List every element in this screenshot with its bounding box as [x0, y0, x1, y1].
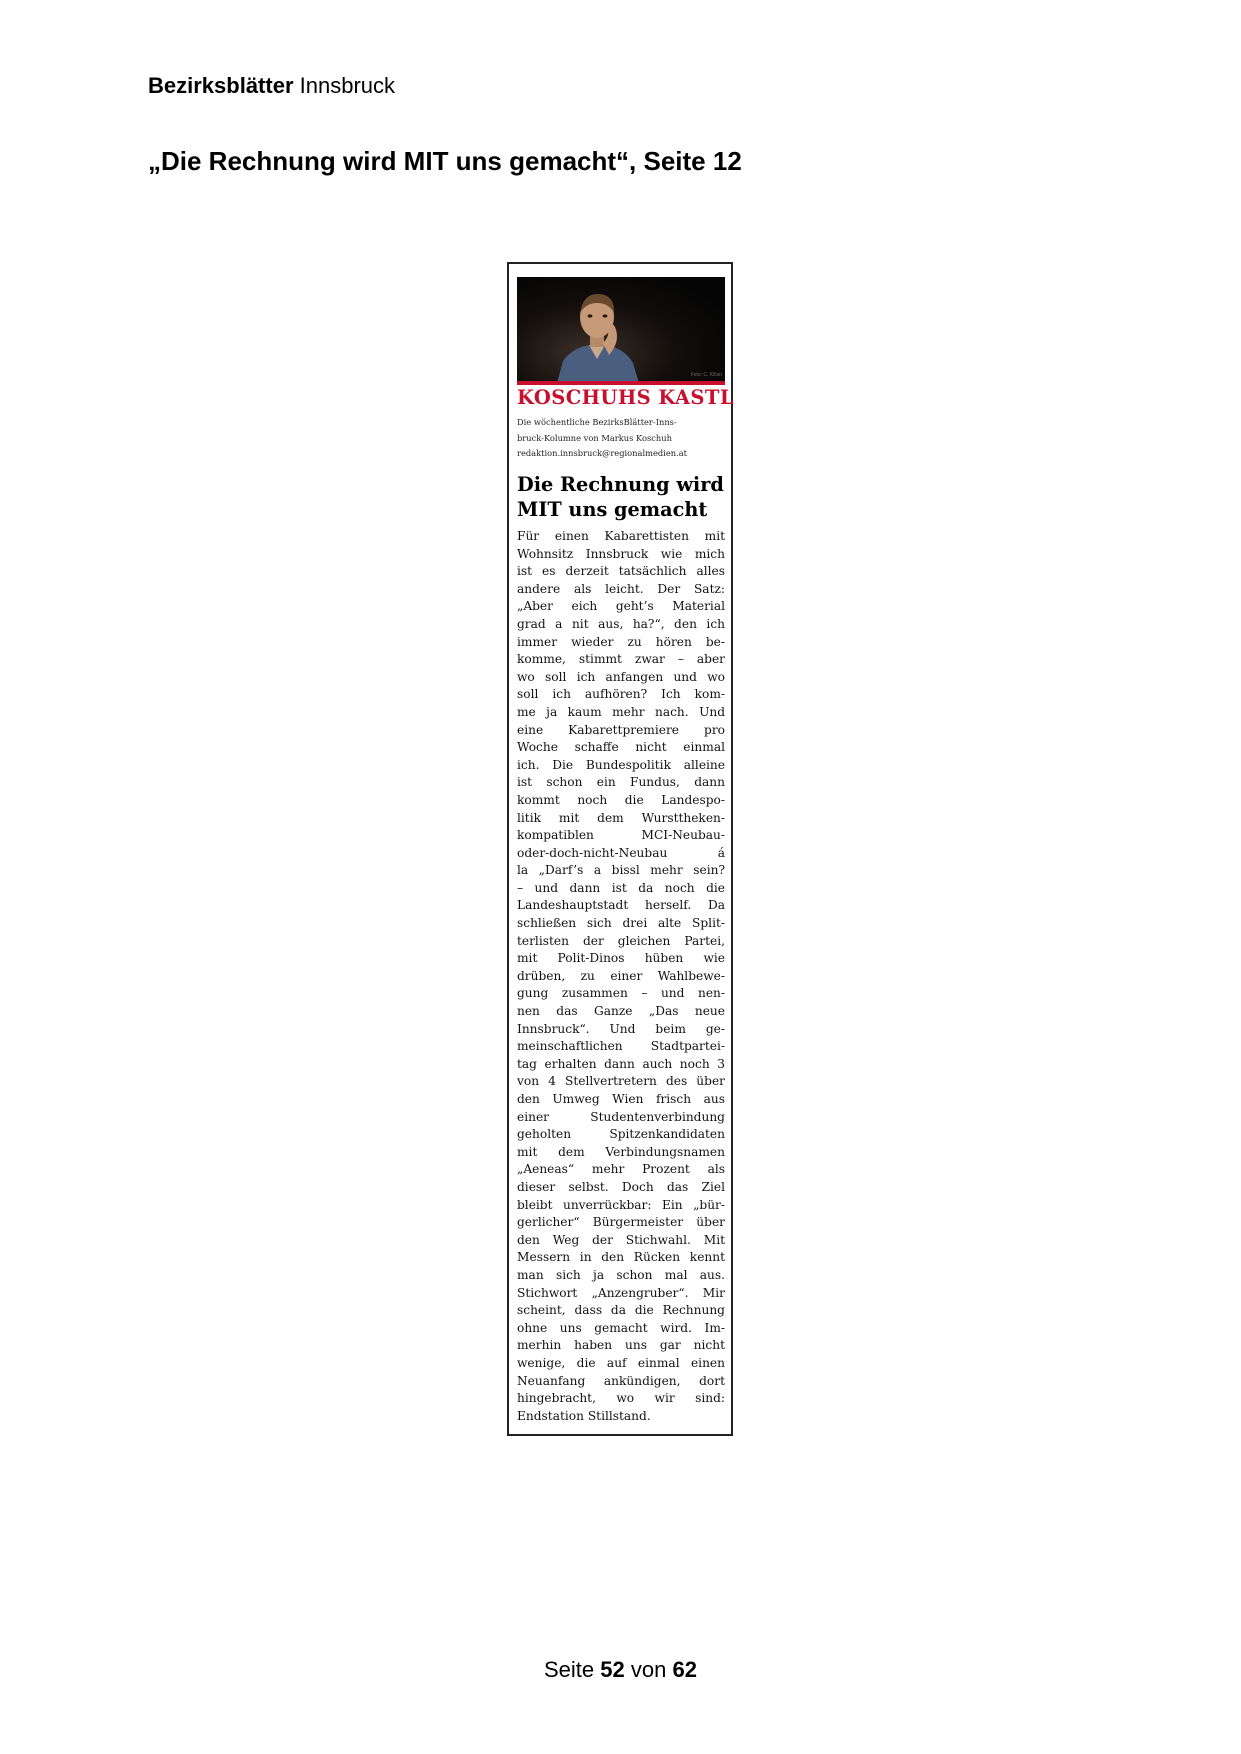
body-line: den Weg der Stichwahl. Mit: [517, 1232, 725, 1247]
newspaper-clipping: [507, 262, 733, 1436]
body-line: ohne uns gemacht wird. Im-: [517, 1320, 725, 1335]
body-line: ich. Die Bundespolitik alleine: [517, 757, 725, 772]
body-line: geholten Spitzenkandidaten: [517, 1127, 725, 1142]
column-kicker: KOSCHUHS KASTL: [517, 386, 734, 409]
body-line: andere als leicht. Der Satz:: [517, 581, 725, 596]
body-line: bleibt unverrückbar: Ein „bür-: [517, 1197, 725, 1212]
article-body: [517, 528, 725, 1425]
body-line: drüben, zu einer Wahlbewe-: [517, 968, 725, 983]
meta-line: bruck-Kolumne von Markus Koschuh: [517, 432, 672, 443]
body-line: grad a nit aus, ha?“, den ich: [517, 616, 725, 631]
body-line: mit Polit-Dinos hüben wie: [517, 951, 725, 966]
footer-middle: von: [630, 1657, 667, 1682]
publication-region: Innsbruck: [299, 73, 396, 98]
body-line: scheint, dass da die Rechnung: [517, 1303, 725, 1318]
article-headline: [517, 472, 729, 522]
body-line: soll ich aufhören? Ich kom-: [517, 687, 725, 702]
column-meta: [517, 415, 727, 462]
headline-line: Die Rechnung wird: [517, 473, 724, 496]
body-line: tag erhalten dann auch noch 3: [517, 1056, 725, 1071]
body-line: Innsbruck“. Und beim ge-: [517, 1021, 725, 1036]
footer-prefix: Seite: [544, 1657, 595, 1682]
author-portrait-image: [549, 283, 645, 383]
body-line: Endstation Stillstand.: [517, 1408, 651, 1423]
body-line: dieser selbst. Doch das Ziel: [517, 1179, 725, 1194]
body-line: von 4 Stellvertretern des über: [517, 1074, 725, 1089]
body-line: Stichwort „Anzengruber“. Mir: [517, 1285, 725, 1300]
footer-page-total: 62: [672, 1657, 697, 1682]
body-line: Landeshauptstadt herself. Da: [517, 898, 725, 913]
body-line: „Aeneas“ mehr Prozent als: [517, 1162, 725, 1177]
body-line: – und dann ist da noch die: [517, 880, 725, 895]
meta-line: redaktion.innsbruck@regionalmedien.at: [517, 448, 688, 459]
body-line: Woche schaffe nicht einmal: [517, 740, 725, 755]
body-line: einer Studentenverbindung: [517, 1109, 725, 1124]
body-line: komme, stimmt zwar – aber: [517, 652, 725, 667]
meta-line: Die wöchentliche BezirksBlätter-Inns-: [517, 417, 677, 427]
body-line: immer wieder zu hören be-: [517, 634, 725, 649]
body-line: man sich ja schon mal aus.: [517, 1267, 725, 1282]
body-line: kommt noch die Landespo-: [517, 792, 725, 807]
body-line: ist schon ein Fundus, dann: [517, 775, 725, 790]
photo-credit: Foto: C. Kilian: [690, 372, 722, 378]
page-footer: [0, 1657, 1241, 1683]
body-line: Neuanfang ankündigen, dort: [517, 1373, 725, 1388]
body-line: ist es derzeit tatsächlich alles: [517, 564, 725, 579]
body-line: Messern in den Rücken kennt: [517, 1250, 725, 1265]
body-line: wenige, die auf einmal einen: [517, 1355, 725, 1370]
body-line: wo soll ich anfangen und wo: [517, 669, 725, 684]
body-line: terlisten der gleichen Partei,: [517, 933, 725, 948]
body-line: schließen sich drei alte Split-: [517, 916, 725, 931]
body-line: gung zusammen – und nen-: [517, 986, 725, 1001]
body-line: eine Kabarettpremiere pro: [517, 722, 725, 737]
body-line: kompatiblen MCI-Neubau-: [517, 828, 725, 843]
body-line: hingebracht, wo wir sind:: [517, 1391, 725, 1406]
body-line: den Umweg Wien frisch aus: [517, 1092, 725, 1106]
body-line: meinschaftlichen Stadtpartei-: [517, 1039, 725, 1054]
body-line: gerlicher“ Bürgermeister über: [517, 1215, 725, 1230]
body-line: „Aber eich geht’s Material: [517, 599, 725, 614]
body-line: litik mit dem Wursttheken-: [517, 810, 725, 825]
body-line: la „Darf’s a bissl mehr sein?: [517, 863, 725, 878]
headline-line: MIT uns gemacht: [517, 498, 708, 521]
body-line: nen das Ganze „Das neue: [517, 1004, 725, 1019]
publication-source: [148, 73, 395, 99]
photo-accent-bar: [517, 381, 725, 385]
body-line: Für einen Kabarettisten mit: [517, 529, 725, 543]
footer-page-number: 52: [600, 1657, 625, 1682]
article-reference-title: „Die Rechnung wird MIT uns gemacht“, Seite 12: [148, 146, 742, 176]
body-line: Wohnsitz Innsbruck wie mich: [517, 546, 725, 561]
body-line: me ja kaum mehr nach. Und: [517, 704, 725, 719]
publication-name: Bezirksblätter: [148, 73, 294, 98]
body-line: mit dem Verbindungsnamen: [517, 1144, 725, 1159]
author-photo: [517, 277, 725, 385]
body-line: oder-doch-nicht-Neubau á: [517, 845, 725, 860]
body-line: merhin haben uns gar nicht: [517, 1338, 725, 1353]
